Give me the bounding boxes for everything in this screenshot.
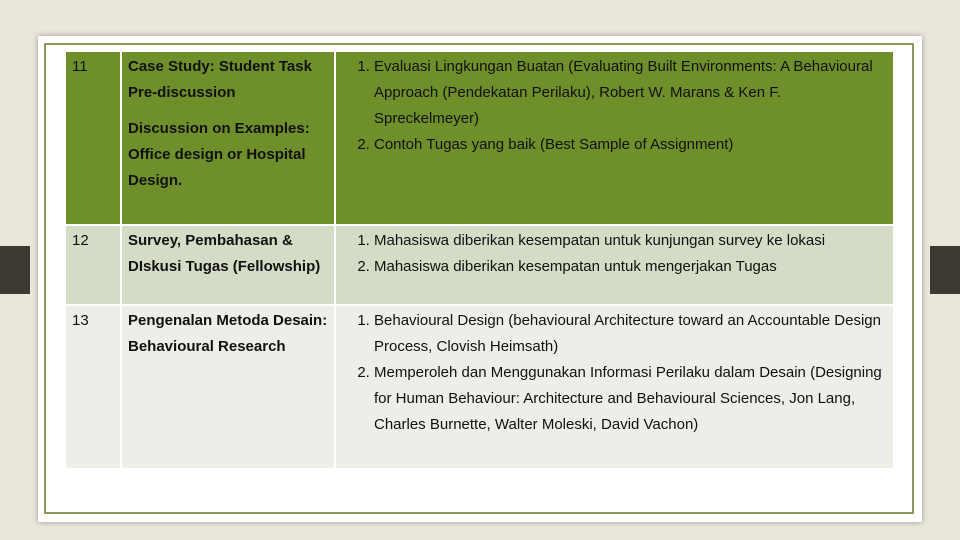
session-references xyxy=(335,305,894,469)
topic-line: Survey, Pembahasan & DIskusi Tugas (Fellowship) xyxy=(128,232,321,275)
reference-item: 2. Mahasiswa diberikan kesempatan untuk mengerjakan Tugas xyxy=(374,254,887,280)
schedule-table xyxy=(64,50,895,470)
session-topic xyxy=(121,305,335,469)
session-references xyxy=(335,225,894,305)
topic-line: Discussion on Examples: Office design or Hospital Design. xyxy=(128,120,310,189)
table-row xyxy=(65,305,894,469)
slide xyxy=(38,36,922,522)
session-topic xyxy=(121,51,335,225)
session-topic xyxy=(121,225,335,305)
session-number: 12 xyxy=(65,225,121,305)
session-number: 11 xyxy=(65,51,121,225)
topic-line: Case Study: Student Task Pre-discussion xyxy=(128,58,312,101)
topic-line: Pengenalan Metoda Desain: Behavioural Research xyxy=(128,312,328,355)
session-references xyxy=(335,51,894,225)
right-side-tab xyxy=(930,246,960,294)
reference-item: 2. Memperoleh dan Menggunakan Informasi Perilaku dalam Desain (Designing for Human Behaviour: Architecture and Behavioural Sciences, Jon Lang, Charles Burnette, Walter Moleski, David Vachon) xyxy=(374,360,887,438)
reference-item: 1. Evaluasi Lingkungan Buatan (Evaluating Built Environments: A Behavioural Approach (Pendekatan Perilaku), Robert W. Marans & Ken F. Spreckelmeyer) xyxy=(374,54,887,132)
reference-item: 1. Behavioural Design (behavioural Architecture toward an Accountable Design Process, Clovish Heimsath) xyxy=(374,308,887,360)
session-number: 13 xyxy=(65,305,121,469)
table-row xyxy=(65,225,894,305)
table-row xyxy=(65,51,894,225)
left-side-tab xyxy=(0,246,30,294)
reference-item: 1. Mahasiswa diberikan kesempatan untuk kunjungan survey ke lokasi xyxy=(374,228,887,254)
reference-item: 2. Contoh Tugas yang baik (Best Sample of Assignment) xyxy=(374,132,887,158)
